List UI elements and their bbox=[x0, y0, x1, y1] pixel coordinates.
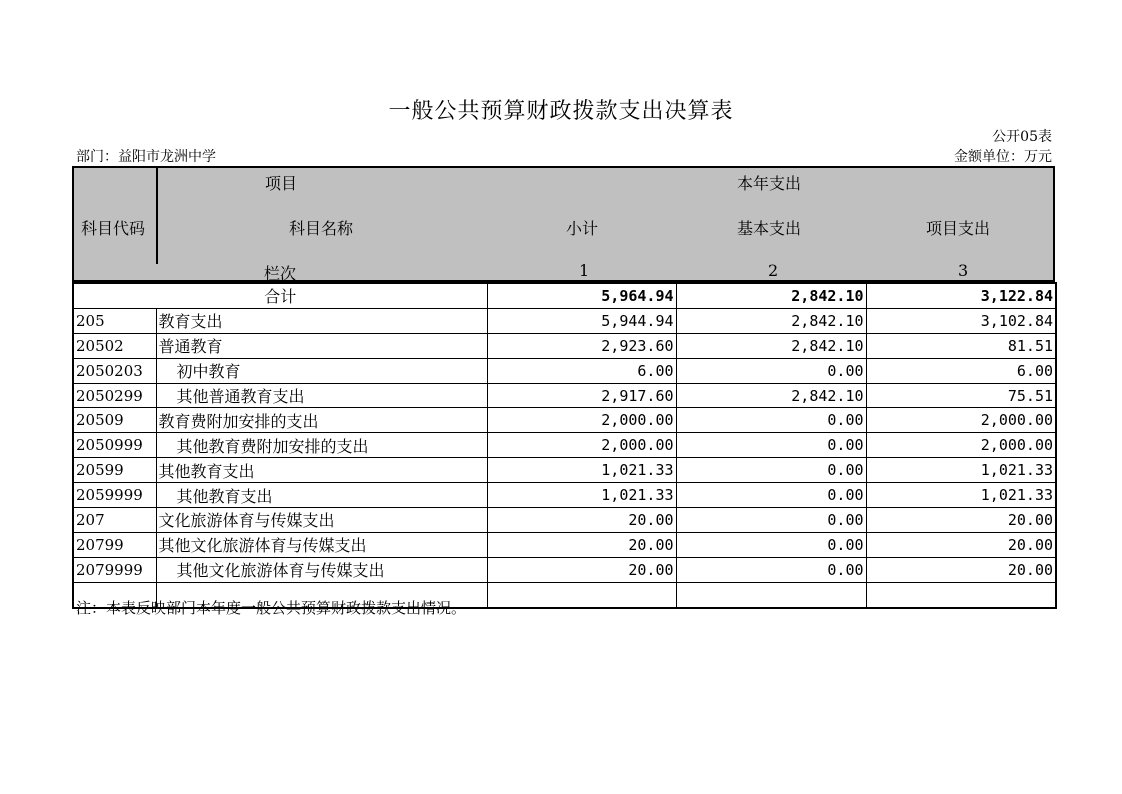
table-number: 公开05表 bbox=[992, 129, 1052, 145]
header-name: 科目名称 bbox=[289, 219, 354, 238]
row-code: 2050999 bbox=[73, 433, 156, 458]
header-current-year: 本年支出 bbox=[737, 174, 802, 193]
row-name: 其他教育支出 bbox=[156, 483, 487, 508]
row-subtotal: 1,021.33 bbox=[487, 458, 676, 483]
table-row bbox=[73, 308, 1056, 333]
amount-unit-label: 金额单位：万元 bbox=[954, 149, 1052, 165]
table-row bbox=[73, 508, 1056, 533]
row-name: 其他教育支出 bbox=[156, 458, 487, 483]
total-basic: 2,842.10 bbox=[676, 283, 866, 308]
row-name: 其他教育费附加安排的支出 bbox=[156, 433, 487, 458]
row-basic: 2,842.10 bbox=[676, 333, 866, 358]
row-basic: 2,842.10 bbox=[676, 308, 866, 333]
header-column-order: 栏次 bbox=[264, 264, 297, 283]
table-row bbox=[73, 557, 1056, 582]
row-project: 20.00 bbox=[866, 557, 1056, 582]
row-code: 20799 bbox=[73, 532, 156, 557]
row-subtotal: 2,917.60 bbox=[487, 383, 676, 408]
expenditure-table bbox=[72, 282, 1057, 609]
row-project: 6.00 bbox=[866, 358, 1056, 383]
row-project: 2,000.00 bbox=[866, 433, 1056, 458]
row-project: 3,102.84 bbox=[866, 308, 1056, 333]
row-code: 207 bbox=[73, 508, 156, 533]
footnote: 注：本表反映部门本年度一般公共预算财政拨款支出情况。 bbox=[76, 599, 467, 617]
row-basic: 0.00 bbox=[676, 433, 866, 458]
row-code: 20509 bbox=[73, 408, 156, 433]
header-code: 科目代码 bbox=[81, 219, 146, 238]
table-row bbox=[73, 408, 1056, 433]
total-subtotal: 5,964.94 bbox=[487, 283, 676, 308]
row-name: 教育支出 bbox=[156, 308, 487, 333]
header-divider bbox=[156, 168, 158, 264]
header-subtotal: 小计 bbox=[566, 219, 599, 238]
total-row bbox=[73, 283, 1056, 308]
page-title: 一般公共预算财政拨款支出决算表 bbox=[388, 99, 734, 124]
header-basic: 基本支出 bbox=[737, 219, 802, 238]
row-basic: 0.00 bbox=[676, 532, 866, 557]
row-project: 20.00 bbox=[866, 508, 1056, 533]
row-subtotal: 5,944.94 bbox=[487, 308, 676, 333]
table-row bbox=[73, 358, 1056, 383]
header-col3: 3 bbox=[958, 261, 969, 280]
total-project: 3,122.84 bbox=[866, 283, 1056, 308]
header-project: 项目支出 bbox=[926, 219, 991, 238]
row-subtotal: 20.00 bbox=[487, 557, 676, 582]
header-col2: 2 bbox=[768, 261, 779, 280]
table-row bbox=[73, 483, 1056, 508]
row-subtotal: 6.00 bbox=[487, 358, 676, 383]
row-project: 2,000.00 bbox=[866, 408, 1056, 433]
row-code: 2050203 bbox=[73, 358, 156, 383]
total-label: 合计 bbox=[73, 283, 487, 308]
empty-cell bbox=[487, 582, 676, 607]
row-basic: 0.00 bbox=[676, 458, 866, 483]
row-basic: 0.00 bbox=[676, 508, 866, 533]
header-col1: 1 bbox=[579, 261, 590, 280]
row-code: 2059999 bbox=[73, 483, 156, 508]
row-basic: 0.00 bbox=[676, 483, 866, 508]
table-row bbox=[73, 458, 1056, 483]
header-item: 项目 bbox=[265, 174, 298, 193]
department-label: 部门：益阳市龙洲中学 bbox=[76, 149, 216, 165]
row-project: 81.51 bbox=[866, 333, 1056, 358]
row-project: 1,021.33 bbox=[866, 458, 1056, 483]
row-subtotal: 1,021.33 bbox=[487, 483, 676, 508]
row-code: 20502 bbox=[73, 333, 156, 358]
row-name: 其他文化旅游体育与传媒支出 bbox=[156, 532, 487, 557]
row-subtotal: 20.00 bbox=[487, 508, 676, 533]
row-project: 20.00 bbox=[866, 532, 1056, 557]
row-name: 初中教育 bbox=[156, 358, 487, 383]
row-code: 2050299 bbox=[73, 383, 156, 408]
row-basic: 0.00 bbox=[676, 358, 866, 383]
row-name: 其他文化旅游体育与传媒支出 bbox=[156, 557, 487, 582]
row-code: 20599 bbox=[73, 458, 156, 483]
row-subtotal: 2,923.60 bbox=[487, 333, 676, 358]
empty-cell bbox=[866, 582, 1056, 607]
table-row bbox=[73, 333, 1056, 358]
row-basic: 2,842.10 bbox=[676, 383, 866, 408]
row-subtotal: 2,000.00 bbox=[487, 433, 676, 458]
row-subtotal: 20.00 bbox=[487, 532, 676, 557]
row-name: 普通教育 bbox=[156, 333, 487, 358]
table-row bbox=[73, 433, 1056, 458]
row-subtotal: 2,000.00 bbox=[487, 408, 676, 433]
row-code: 2079999 bbox=[73, 557, 156, 582]
empty-cell bbox=[676, 582, 866, 607]
row-basic: 0.00 bbox=[676, 557, 866, 582]
row-project: 75.51 bbox=[866, 383, 1056, 408]
row-basic: 0.00 bbox=[676, 408, 866, 433]
row-code: 205 bbox=[73, 308, 156, 333]
row-name: 文化旅游体育与传媒支出 bbox=[156, 508, 487, 533]
row-name: 教育费附加安排的支出 bbox=[156, 408, 487, 433]
table-header bbox=[72, 166, 1055, 282]
row-project: 1,021.33 bbox=[866, 483, 1056, 508]
table-row bbox=[73, 383, 1056, 408]
row-name: 其他普通教育支出 bbox=[156, 383, 487, 408]
table-row bbox=[73, 532, 1056, 557]
